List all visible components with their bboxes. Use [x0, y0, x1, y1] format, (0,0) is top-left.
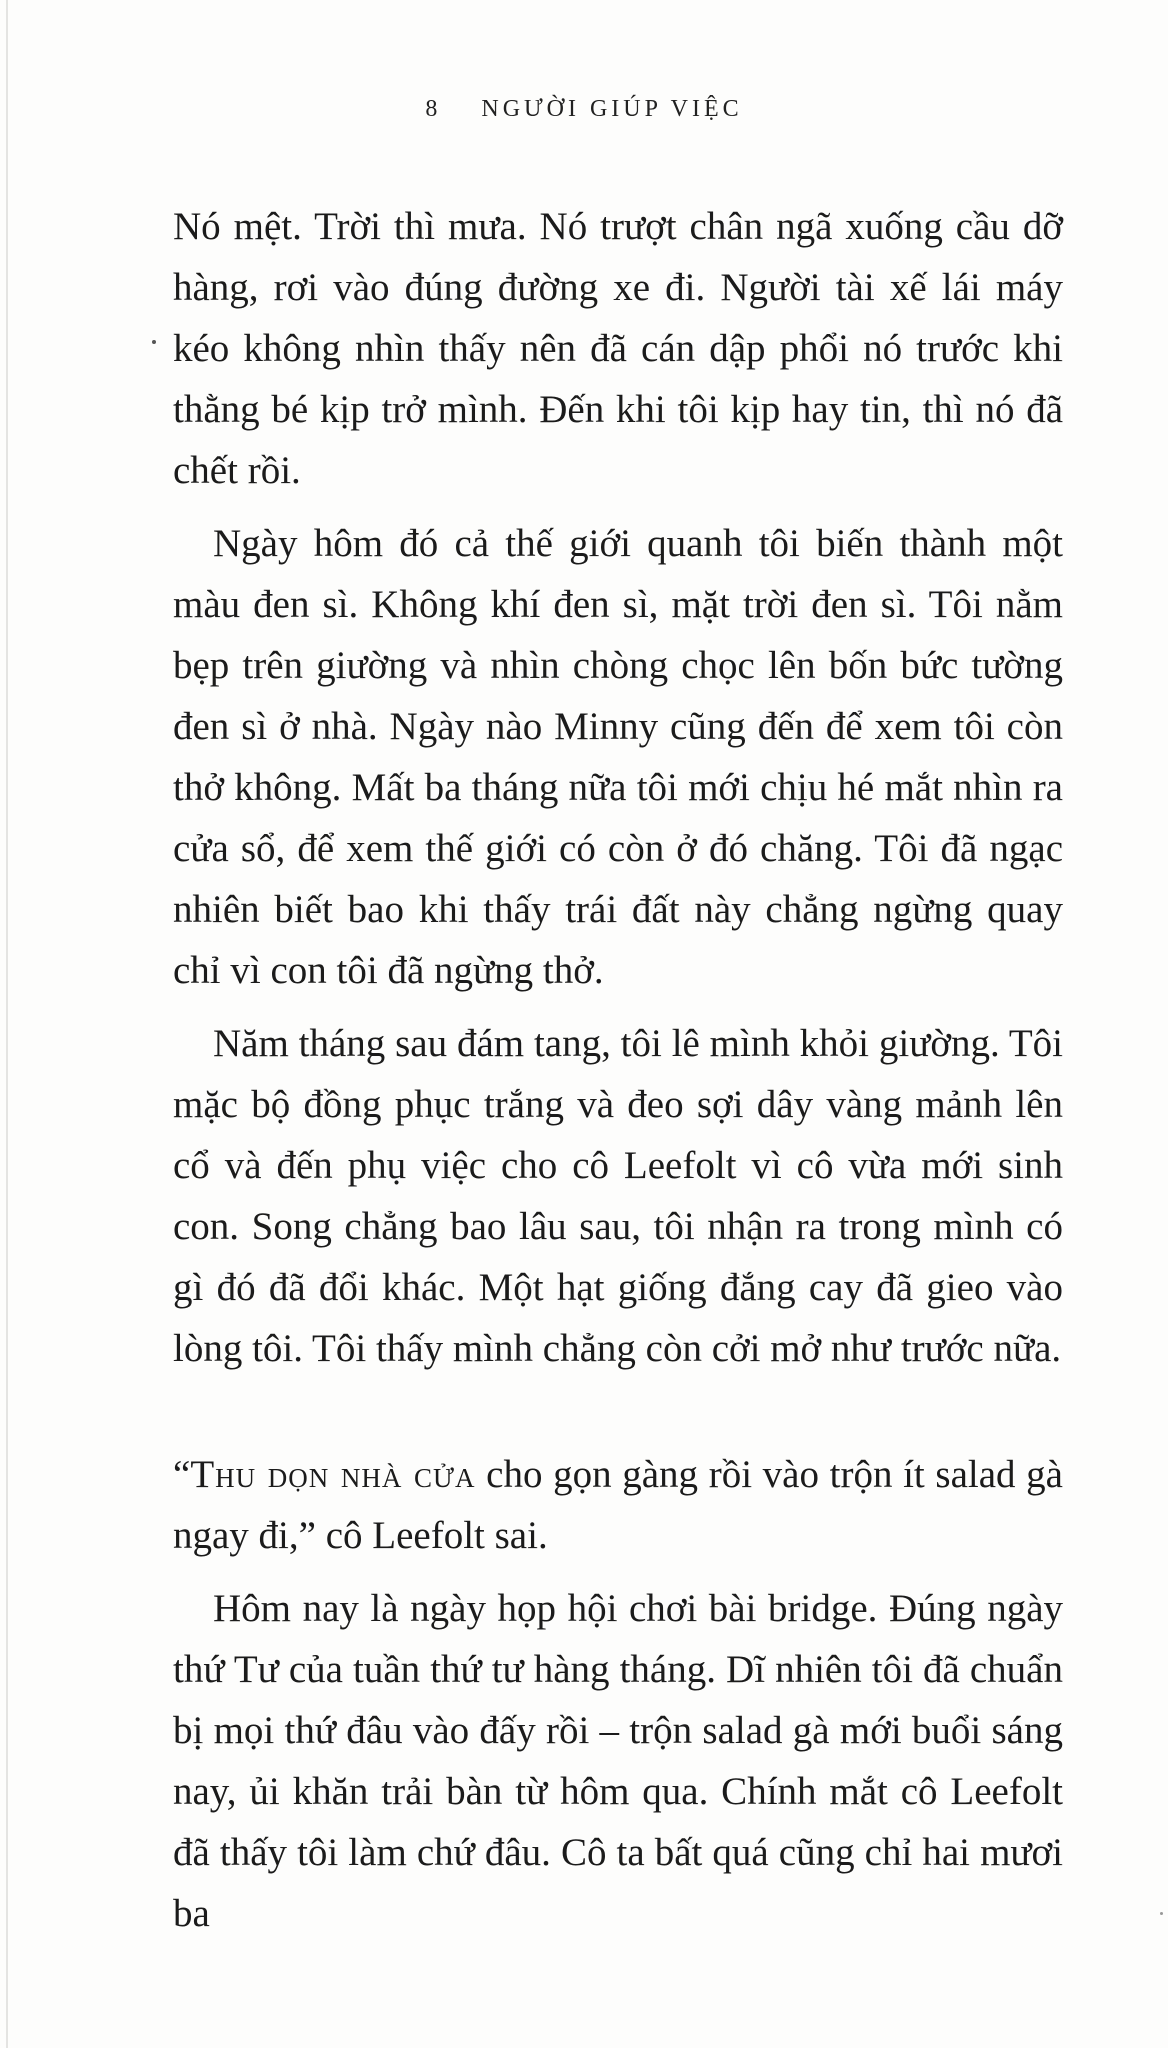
opening-smallcaps: Thu dọn nhà cửa	[190, 1453, 476, 1496]
paragraph: Nó mệt. Trời thì mưa. Nó trượt chân ngã xuống cầu dỡ hàng, rơi vào đúng đường xe đi. Người tài xế lái máy kéo không nhìn thấy nên đã cán dập phổi nó trước khi thằng bé kịp trở mình. Đến khi tôi kịp hay tin, thì nó đã chết rồi.	[173, 205, 1063, 492]
ink-speck	[152, 340, 156, 344]
section-two	[173, 1444, 1063, 1956]
paragraph: Năm tháng sau đám tang, tôi lê mình khỏi giường. Tôi mặc bộ đồng phục trắng và đeo sợi dây vàng mảnh lên cổ và đến phụ việc cho cô Leefolt vì cô vừa mới sinh con. Song chẳng bao lâu sau, tôi nhận ra trong mình có gì đó đã đổi khác. Một hạt giống đắng cay đã gieo vào lòng tôi. Tôi thấy mình chẳng còn cởi mở như trước nữa.	[173, 1022, 1063, 1370]
section-one	[173, 196, 1063, 1391]
opening-quote: “	[173, 1453, 191, 1496]
running-title: NGƯỜI GIÚP VIỆC	[481, 96, 743, 122]
paragraph: Ngày hôm đó cả thế giới quanh tôi biến thành một màu đen sì. Không khí đen sì, mặt trời đen sì. Tôi nằm bẹp trên giường và nhìn chòng chọc lên bốn bức tường đen sì ở nhà. Ngày nào Minny cũng đến để xem tôi còn thở không. Mất ba tháng nữa tôi mới chịu hé mắt nhìn ra cửa sổ, để xem thế giới có còn ở đó chăng. Tôi đã ngạc nhiên biết bao khi thấy trái đất này chẳng ngừng quay chỉ vì con tôi đã ngừng thở.	[173, 522, 1063, 992]
page-number: 8	[425, 96, 438, 122]
ink-speck	[1160, 1912, 1163, 1915]
page-header	[0, 96, 1168, 123]
page-edge-line	[6, 0, 8, 2048]
paragraph: Hôm nay là ngày họp hội chơi bài bridge. Đúng ngày thứ Tư của tuần thứ tư hàng tháng. Dĩ nhiên tôi đã chuẩn bị mọi thứ đâu vào đấy rồi – trộn salad gà mới buổi sáng nay, ủi khăn trải bàn từ hôm qua. Chính mắt cô Leefolt đã thấy tôi làm chứ đâu. Cô ta bất quá cũng chỉ hai mươi ba	[173, 1587, 1063, 1935]
section-opening-paragraph	[173, 1444, 1063, 1566]
opening-rest: cho gọn gàng rồi vào trộn ít salad gà ngay đi,” cô Leefolt sai.	[173, 1453, 1063, 1557]
